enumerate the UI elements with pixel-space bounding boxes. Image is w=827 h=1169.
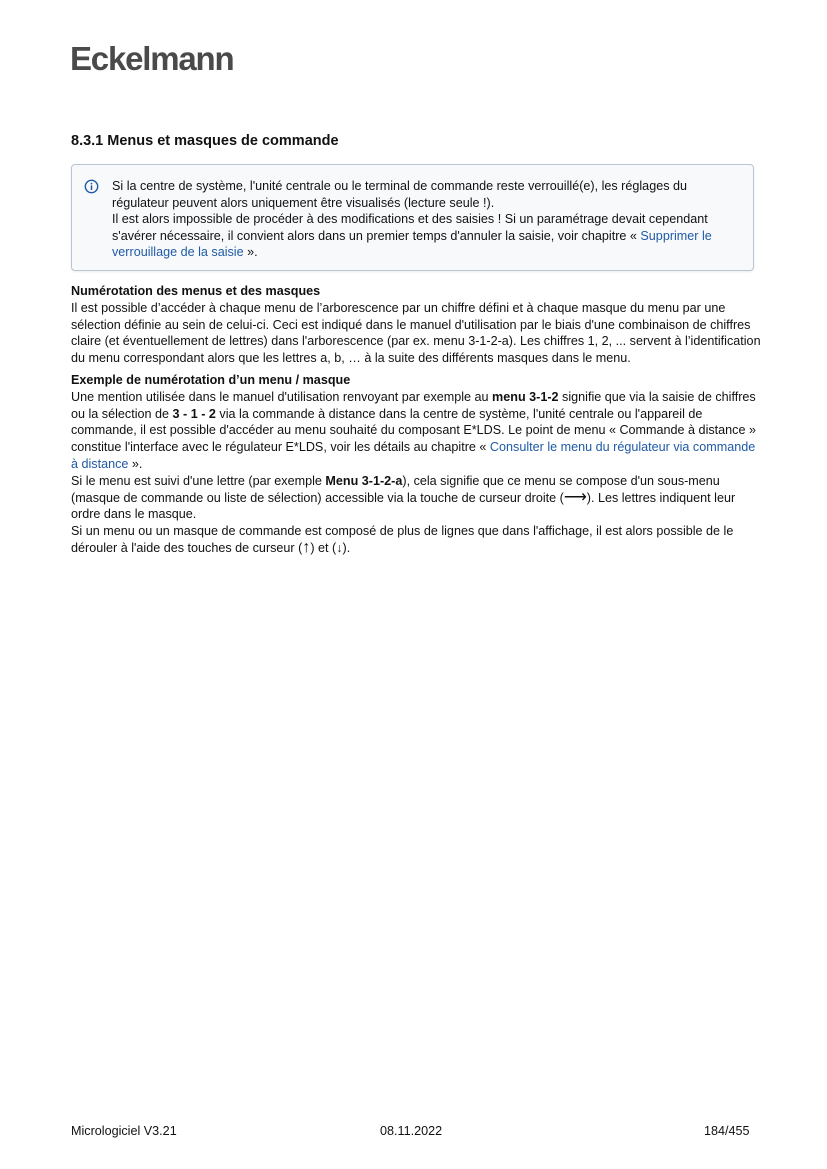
note-line-2	[112, 211, 742, 261]
example-heading: Exemple de numérotation d’un menu / masque	[71, 372, 351, 387]
text-span: Si le menu est suivi d'une lettre (par exemple	[71, 473, 326, 488]
footer-date: 08.11.2022	[380, 1124, 443, 1138]
text-span: Une mention utilisée dans le manuel d'utilisation renvoyant par exemple au	[71, 389, 493, 404]
link-unlock-input[interactable]: Supprimer le verrouillage de la saisie	[112, 228, 712, 260]
bold-selection: 3 - 1 - 2	[172, 406, 216, 421]
arrow-down-icon: ↓	[336, 540, 343, 555]
text-span: ).	[342, 540, 351, 555]
info-icon	[84, 179, 99, 194]
example-paragraph-1	[71, 389, 761, 473]
text-span: signifie que via la saisie de chiffres ou la sélection de	[71, 389, 756, 421]
text-span: ».	[128, 456, 143, 471]
note-text	[112, 178, 742, 261]
note-line-2-end: ».	[243, 245, 258, 260]
text-span: ) et (	[310, 540, 337, 555]
footer-page-number: 184/455	[704, 1124, 750, 1138]
text-span: ), cela signifie que ce menu se compose d'un sous-menu (masque de commande ou liste de sélection) accessible via la touche de curseur droite (	[71, 473, 720, 505]
brand-logo: Eckelmann	[70, 40, 234, 77]
numbering-heading: Numérotation des menus et des masques	[71, 284, 321, 298]
bold-menu-ref: menu 3-1-2	[492, 389, 559, 404]
main-content	[71, 283, 761, 557]
example-paragraph-2	[71, 473, 761, 523]
link-remote-menu[interactable]: Consulter le menu du régulateur via commande à distance	[71, 440, 756, 471]
text-span: ). Les lettres indiquent leur ordre dans le masque.	[71, 490, 736, 522]
note-line-2-text: Il est alors impossible de procéder à des modifications et des saisies ! Si un paramétrage devait cependant s'avérer nécessaire, il convient alors dans un premier temps d'annuler la saisie, voir chapitre «	[112, 212, 708, 243]
footer-firmware: Micrologiciel V3.21	[71, 1124, 177, 1138]
text-span: Si un menu ou un masque de commande est composé de plus de lignes que dans l'affichage, il est alors possible de le dérouler à l'aide des touches de curseur (	[71, 524, 734, 555]
example-paragraph-3	[71, 523, 761, 557]
section-title: 8.3.1 Menus et masques de commande	[71, 133, 339, 149]
arrow-right-icon: ⟶	[563, 488, 587, 506]
note-line-1: Si la centre de système, l'unité centrale ou le terminal de commande reste verrouillé(e), les réglages du régulateur peuvent alors uniquement être visualisés (lecture seule !).	[112, 179, 688, 210]
bold-menu-ref: Menu 3-1-2-a	[325, 473, 403, 488]
note-box	[71, 164, 754, 271]
text-span: via la commande à distance dans la centre de système, l'unité centrale ou l'appareil de commande, il est possible d'accéder au menu souhaité du composant E*LDS. Le point de menu « Commande à distance » constitue l'interface avec le régulateur E*LDS, voir les détails au chapitre «	[71, 406, 756, 455]
arrow-up-icon: ↑	[302, 538, 311, 556]
numbering-paragraph: Il est possible d’accéder à chaque menu de l’arborescence par un chiffre défini et à chaque masque du menu par une sélection définie au sein de celui-ci. Ceci est indiqué dans le manuel d'utilisation par le biais d'une combinaison de chiffres claire (et éventuellement de lettres) dans l'arborescence (par ex. menu 3-1-2-a). Les chiffres 1, 2, ... servent à l’identification du menu correspondant alors que les lettres a, b, … à la suite des différents masques dans le menu.	[71, 300, 761, 366]
